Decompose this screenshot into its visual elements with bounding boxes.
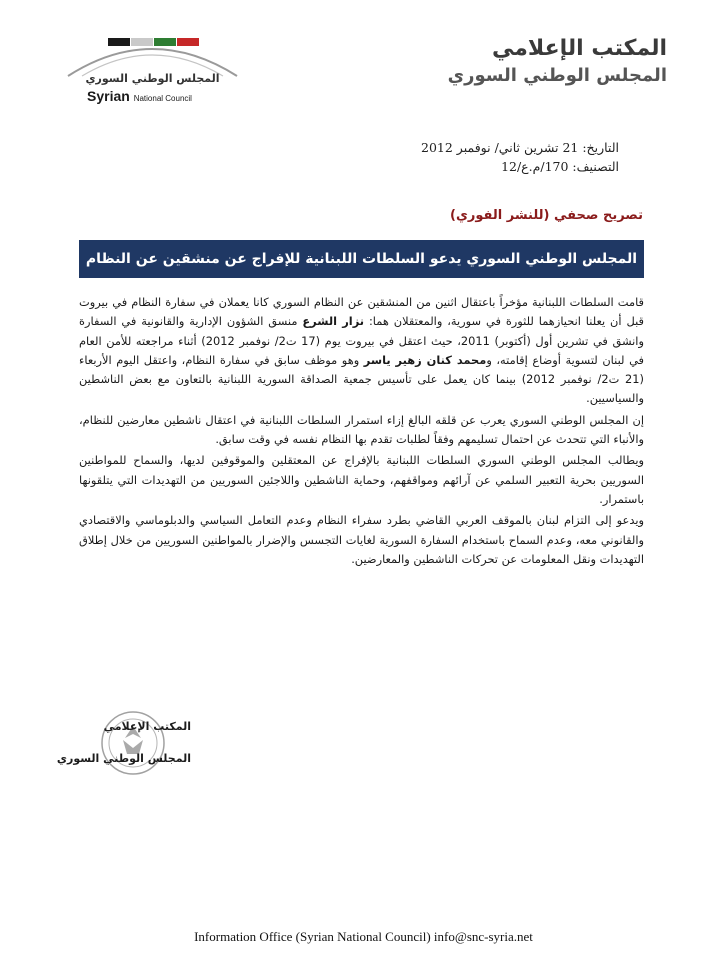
paragraph-1: قامت السلطات اللبنانية مؤخراً باعتقال اثنين من المنشقين عن النظام السوري كانا يعملان في سفارة النظام في بيروت قبل أن يعلنا انحيازهما للثورة في سورية، والمعتقلان هما: نزار الشرع منسق الشؤون الإدارية والقانونية في السفارة وانشق في تشرين أول (أكتوبر) 2011، حيث اعتقل في بيروت يوم (17 ت2/ نوفمبر 2012) أثناء مراجعته للأمن العام في لبنان لتسوية أوضاع إقامته، ومحمد كنان زهير ياسر وهو موظف سابق في سفارة النظام، واعتقل اليوم الأربعاء (21 ت2/ نوفمبر 2012) بينما كان يعمل على تأسيس جمعية الصداقة السورية اللبنانية بالتعاون مع بعض الناشطين والسياسيين. [79, 295, 645, 406]
logo-arch-icon [60, 28, 245, 78]
logo-flag-bar [177, 38, 199, 46]
headline-banner [79, 240, 644, 278]
logo-arabic-name: المجلس الوطني السوري [85, 72, 220, 85]
document-date: التاريخ: 21 تشرين ثاني/ نوفمبر 2012 [421, 140, 619, 155]
paragraph-3: ويطالب المجلس الوطني السوري السلطات اللبنانية بالإفراج عن المعتقلين والموقوفين لديها، والسماح للمواطنين السوريين بحرية التعبير السلمي عن آرائهم ومواقفهم، وحماية الناشطين واللاجئين السوريين من التهديدات التي يتلقونها باستمرار. [79, 453, 644, 506]
office-heading [448, 36, 667, 86]
paragraph-2: إن المجلس الوطني السوري يعرب عن قلقه البالغ إزاء استمرار السلطات اللبنانية في اعتقال ناشطين معارضين للنظام، والأنباء التي تتحدث عن احتمال تسليمهم وفقاً لطلبات تقدم بها النظام نفسه في وقت سابق. [79, 412, 644, 447]
snc-logo [60, 28, 245, 108]
logo-flag-bar [108, 38, 130, 46]
logo-english-name: Syrian National Council [87, 88, 192, 104]
detainee-name-1: نزار الشرع [302, 314, 365, 329]
footer-contact: Information Office (Syrian National Council) info@snc-syria.net [194, 929, 533, 944]
document-meta [421, 138, 619, 176]
logo-flag-bar [154, 38, 176, 46]
signature-line-1: المكتب الإعلامي [103, 720, 191, 733]
paragraph-4: ويدعو إلى التزام لبنان بالموقف العربي القاضي بطرد سفراء النظام وعدم التعامل السياسي والدبلوماسي والاقتصادي والقانوني معه، وعدم السماح باستخدام السفارة السورية لغايات التجسس والإضرار بالمواطنين السوريين من خلال إطلاق التهديدات ونقل المعلومات عن تحركات الناشطين والمعارضين. [79, 513, 644, 566]
office-title: المكتب الإعلامي [492, 36, 667, 61]
logo-flag-bar [131, 38, 153, 46]
article-body [79, 293, 644, 571]
press-statement-label: تصريح صحفي (للنشر الفوري) [450, 208, 643, 223]
official-seal-icon [98, 708, 168, 778]
signature-line-2: المجلس الوطني السوري [56, 752, 191, 765]
signature-block [56, 708, 195, 778]
document-classification: التصنيف: 170/م.ع/12 [501, 159, 619, 174]
detainee-name-2: محمد كنان زهير ياسر [363, 352, 487, 367]
headline-text: المجلس الوطني السوري يدعو السلطات اللبنانية للإفراج عن منشقين عن النظام [85, 251, 638, 267]
office-subtitle: المجلس الوطني السوري [447, 65, 667, 86]
